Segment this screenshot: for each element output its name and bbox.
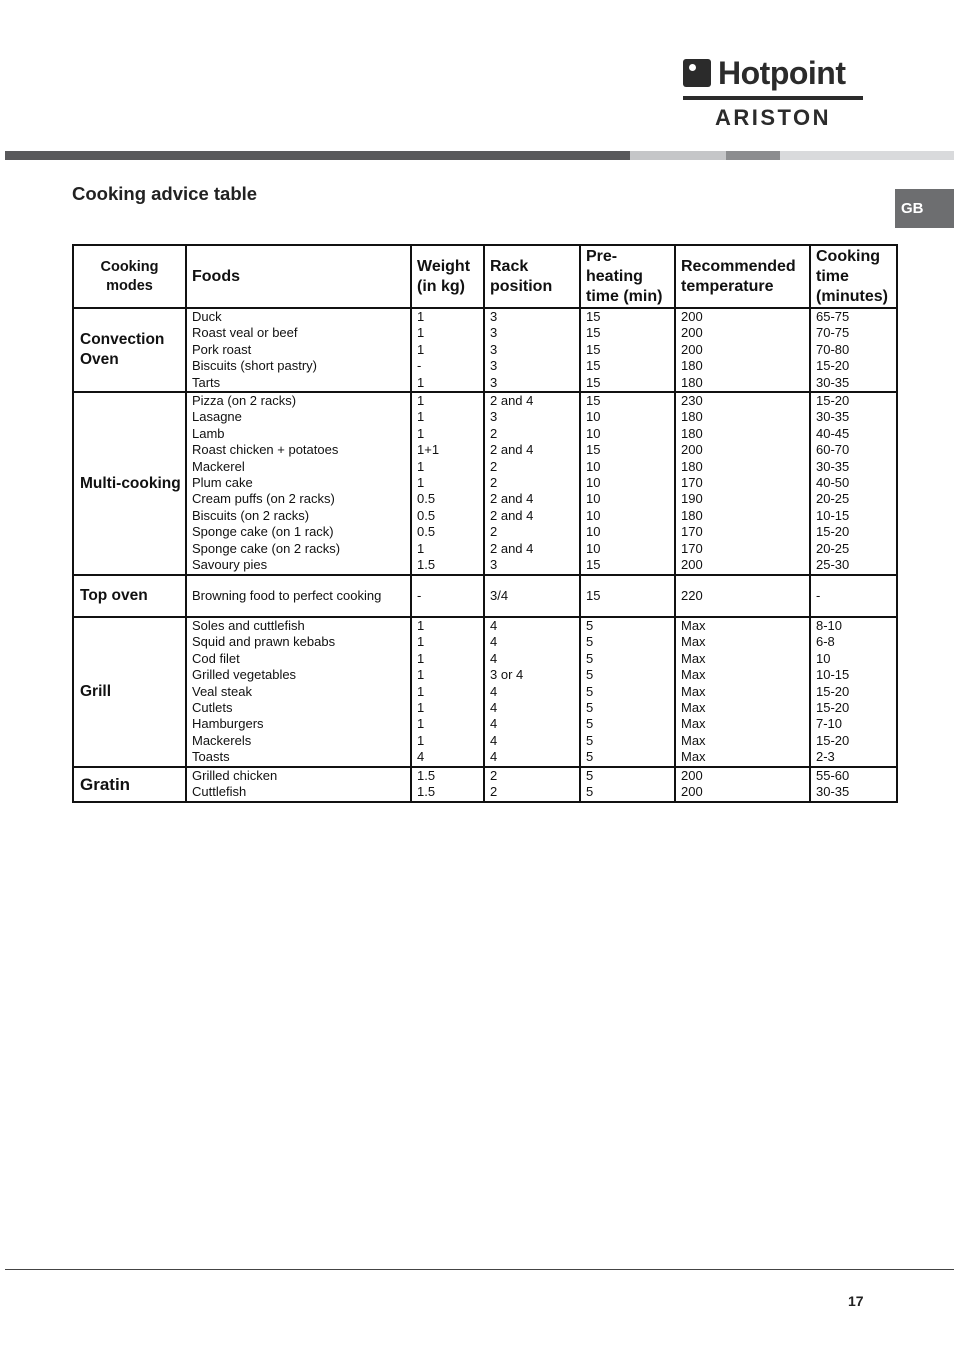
cell-line: 200 xyxy=(681,557,703,573)
mode-grill xyxy=(73,617,186,767)
cooking-advice-table xyxy=(72,244,898,803)
table-row-multi-cooking xyxy=(73,392,897,575)
rack-cell xyxy=(484,308,580,392)
cell-line: 5 xyxy=(586,732,594,748)
cell-line: Max xyxy=(681,667,706,683)
header-line: (minutes) xyxy=(816,287,888,305)
rack-cell xyxy=(484,392,580,575)
cell-line: 5 xyxy=(586,667,594,683)
cell-line: Pork roast xyxy=(192,341,252,357)
table-row-convection-oven xyxy=(73,308,897,392)
cell-line: Toasts xyxy=(192,749,230,765)
cell-line: Roast veal or beef xyxy=(192,325,298,341)
cell-line: 1 xyxy=(417,732,425,748)
cell-line: - xyxy=(816,587,821,603)
cell-line: 15 xyxy=(586,393,601,409)
header-line: Recommended xyxy=(681,257,796,275)
cell-line: Roast chicken + potatoes xyxy=(192,442,339,458)
cell-line: 190 xyxy=(681,491,703,507)
preheat-cell xyxy=(580,575,675,617)
cell-line: Pizza (on 2 racks) xyxy=(192,393,297,409)
brand-subname: ARISTON xyxy=(714,105,832,130)
cell-line: Max xyxy=(681,716,706,732)
cell-line: 15 xyxy=(586,587,601,603)
preheat-cell xyxy=(580,392,675,575)
cell-line: 3 xyxy=(490,341,498,357)
cell-line: 4 xyxy=(490,700,498,716)
cell-line: 2 xyxy=(490,475,498,491)
temperature-cell xyxy=(675,392,810,575)
header-band-segment xyxy=(630,151,726,160)
mode-line: Oven xyxy=(80,351,119,369)
cell-line: 15 xyxy=(586,374,601,390)
cell-line: 2-3 xyxy=(816,749,835,765)
cell-line: 1 xyxy=(417,341,425,357)
cell-line: 1.5 xyxy=(417,768,436,784)
cell-line: 5 xyxy=(586,634,594,650)
header-line: time xyxy=(816,267,849,285)
cell-line: 3/4 xyxy=(490,587,509,603)
cell-line: 180 xyxy=(681,458,703,474)
header-line: position xyxy=(490,277,553,295)
cell-line: 30-35 xyxy=(816,458,850,474)
cell-line: 5 xyxy=(586,768,594,784)
cell-line: 8-10 xyxy=(816,618,843,634)
cell-line: 4 xyxy=(490,618,498,634)
cell-line: 5 xyxy=(586,784,594,800)
header-line: temperature xyxy=(681,277,774,295)
cell-line: Cod filet xyxy=(192,650,240,666)
cell-line: 180 xyxy=(681,374,703,390)
cell-line: 10 xyxy=(586,507,601,523)
cell-line: 5 xyxy=(586,700,594,716)
cell-line: Sponge cake (on 1 rack) xyxy=(192,524,334,540)
brand-mark-icon xyxy=(683,59,711,87)
weight-cell xyxy=(411,575,484,617)
header-recommended-temperature xyxy=(675,245,810,308)
cell-line: 70-75 xyxy=(816,325,850,341)
cell-line: Max xyxy=(681,700,706,716)
mode-multi-cooking xyxy=(73,392,186,575)
cell-line: 20-25 xyxy=(816,540,850,556)
cell-line: 15-20 xyxy=(816,700,850,716)
header-line: modes xyxy=(106,277,153,294)
cell-line: 30-35 xyxy=(816,374,850,390)
temperature-cell xyxy=(675,575,810,617)
header-line: Pre- xyxy=(586,247,618,265)
cell-line: Max xyxy=(681,650,706,666)
table-row-grill xyxy=(73,617,897,767)
header-line: Weight xyxy=(417,257,471,275)
header-rack-position xyxy=(484,245,580,308)
cell-line: 70-80 xyxy=(816,341,850,357)
header-weight xyxy=(411,245,484,308)
cell-line: 1 xyxy=(417,540,425,556)
cell-line: 4 xyxy=(490,683,498,699)
cooking-time-cell xyxy=(810,575,897,617)
mode-line: Convection xyxy=(80,331,165,349)
cell-line: 5 xyxy=(586,749,594,765)
cell-line: 40-50 xyxy=(816,475,850,491)
language-tab: GB xyxy=(895,189,954,228)
cell-line: 2 xyxy=(490,425,498,441)
cell-line: 65-75 xyxy=(816,309,850,324)
cell-line: 170 xyxy=(681,475,703,491)
cell-line: 1 xyxy=(417,683,425,699)
temperature-cell xyxy=(675,767,810,802)
cell-line: 0.5 xyxy=(417,507,436,523)
temperature-cell xyxy=(675,617,810,767)
mode-convection-oven xyxy=(73,308,186,392)
mode-gratin xyxy=(73,767,186,802)
cell-line: 1 xyxy=(417,309,425,324)
preheat-cell xyxy=(580,767,675,802)
cell-line: 1.5 xyxy=(417,557,436,573)
cell-line: Mackerel xyxy=(192,458,245,474)
page-title: Cooking advice table xyxy=(72,183,258,204)
header-cooking-time xyxy=(810,245,897,308)
cell-line: 10 xyxy=(586,458,601,474)
foods-cell xyxy=(186,767,411,802)
cell-line: 3 xyxy=(490,309,498,324)
footer-divider xyxy=(5,1269,954,1270)
mode-line: Multi-cooking xyxy=(80,474,181,492)
cell-line: 180 xyxy=(681,409,703,425)
rack-cell xyxy=(484,575,580,617)
cell-line: 3 xyxy=(490,409,498,425)
cell-line: 10 xyxy=(586,409,601,425)
cell-line: 60-70 xyxy=(816,442,850,458)
cell-line: 1 xyxy=(417,374,425,390)
cell-line: 15 xyxy=(586,358,601,374)
cell-line: 6-8 xyxy=(816,634,835,650)
cell-line: 2 xyxy=(490,784,498,800)
cell-line: 2 and 4 xyxy=(490,540,534,556)
cell-line: 10 xyxy=(586,540,601,556)
cell-line: 2 and 4 xyxy=(490,507,534,523)
cell-line: 10 xyxy=(586,491,601,507)
cell-line: Max xyxy=(681,732,706,748)
cell-line: 15-20 xyxy=(816,358,850,374)
cell-line: 2 xyxy=(490,768,498,784)
mode-line: Gratin xyxy=(80,774,131,794)
cell-line: 15-20 xyxy=(816,524,850,540)
brand-name: Hotpoint xyxy=(718,55,846,91)
cell-line: 5 xyxy=(586,716,594,732)
cell-line: 3 xyxy=(490,557,498,573)
cell-line: 10-15 xyxy=(816,507,850,523)
cell-line: Mackerels xyxy=(192,732,252,748)
cell-line: 10 xyxy=(586,475,601,491)
preheat-cell xyxy=(580,308,675,392)
header-line: (in kg) xyxy=(417,277,465,295)
cell-line: Sponge cake (on 2 racks) xyxy=(192,540,341,556)
cell-line: 15-20 xyxy=(816,732,850,748)
cell-line: Browning food to perfect cooking xyxy=(192,587,382,603)
foods-cell xyxy=(186,617,411,767)
cell-line: 3 xyxy=(490,374,498,390)
cell-line: Grilled vegetables xyxy=(192,667,297,683)
foods-cell xyxy=(186,392,411,575)
mode-top-oven xyxy=(73,575,186,617)
cell-line: Cream puffs (on 2 racks) xyxy=(192,491,335,507)
cell-line: 15 xyxy=(586,325,601,341)
header-line: Rack xyxy=(490,257,529,275)
cell-line: 4 xyxy=(490,749,498,765)
cell-line: 1 xyxy=(417,475,425,491)
cell-line: Max xyxy=(681,683,706,699)
cell-line: 2 xyxy=(490,458,498,474)
temperature-cell xyxy=(675,308,810,392)
mode-line: Grill xyxy=(80,683,112,701)
cell-line: 1 xyxy=(417,618,425,634)
cell-line: 10 xyxy=(586,425,601,441)
cell-line: Max xyxy=(681,749,706,765)
cell-line: 200 xyxy=(681,784,703,800)
weight-cell xyxy=(411,308,484,392)
cell-line: Grilled chicken xyxy=(192,768,278,784)
preheat-cell xyxy=(580,617,675,767)
weight-cell xyxy=(411,767,484,802)
page-number: 17 xyxy=(848,1293,864,1309)
cell-line: 15 xyxy=(586,557,601,573)
cell-line: Plum cake xyxy=(192,475,253,491)
cell-line: 4 xyxy=(490,650,498,666)
cell-line: Cuttlefish xyxy=(192,784,247,800)
cell-line: 10 xyxy=(586,524,601,540)
cell-line: 4 xyxy=(417,749,425,765)
cell-line: 4 xyxy=(490,634,498,650)
cell-line: 200 xyxy=(681,442,703,458)
cell-line: Soles and cuttlefish xyxy=(192,618,305,634)
cell-line: Duck xyxy=(192,309,222,324)
cell-line: 30-35 xyxy=(816,784,850,800)
cell-line: Lasagne xyxy=(192,409,242,425)
header-cooking-modes xyxy=(73,245,186,308)
cooking-time-cell xyxy=(810,308,897,392)
header-band-segment xyxy=(726,151,780,160)
brand-logo xyxy=(683,56,865,130)
rack-cell xyxy=(484,767,580,802)
cell-line: 5 xyxy=(586,683,594,699)
cell-line: 1 xyxy=(417,716,425,732)
cell-line: 1 xyxy=(417,409,425,425)
cell-line: - xyxy=(417,358,422,374)
cell-line: 1 xyxy=(417,393,425,409)
cell-line: 2 and 4 xyxy=(490,442,534,458)
cell-line: 1 xyxy=(417,650,425,666)
table-row-top-oven xyxy=(73,575,897,617)
cell-line: 1 xyxy=(417,700,425,716)
cell-line: 7-10 xyxy=(816,716,843,732)
cell-line: 1 xyxy=(417,325,425,341)
cell-line: Savoury pies xyxy=(192,557,268,573)
cell-line: 40-45 xyxy=(816,425,850,441)
cell-line: 230 xyxy=(681,393,703,409)
cell-line: Tarts xyxy=(192,374,221,390)
cell-line: 2 and 4 xyxy=(490,491,534,507)
table-row-gratin xyxy=(73,767,897,802)
cell-line: 15 xyxy=(586,341,601,357)
header-line: Cooking xyxy=(816,247,880,265)
cell-line: 1.5 xyxy=(417,784,436,800)
cell-line: 0.5 xyxy=(417,524,436,540)
cell-line: 10-15 xyxy=(816,667,850,683)
cell-line: Max xyxy=(681,618,706,634)
cell-line: 15 xyxy=(586,442,601,458)
cell-line: 4 xyxy=(490,732,498,748)
cell-line: 170 xyxy=(681,524,703,540)
cell-line: Veal steak xyxy=(192,683,252,699)
cell-line: 4 xyxy=(490,716,498,732)
foods-cell xyxy=(186,308,411,392)
header-band-segment xyxy=(5,151,630,160)
cell-line: 30-35 xyxy=(816,409,850,425)
header-band-segment xyxy=(780,151,954,160)
cell-line: 15-20 xyxy=(816,683,850,699)
cell-line: 0.5 xyxy=(417,491,436,507)
header-line: heating xyxy=(586,267,643,285)
header-foods: Foods xyxy=(186,245,411,308)
cell-line: 3 or 4 xyxy=(490,667,524,683)
cooking-time-cell xyxy=(810,767,897,802)
cooking-table-container xyxy=(72,244,888,803)
cell-line: 170 xyxy=(681,540,703,556)
cell-line: 200 xyxy=(681,325,703,341)
cell-line: 1 xyxy=(417,458,425,474)
cell-line: - xyxy=(417,587,422,603)
cell-line: Squid and prawn kebabs xyxy=(192,634,336,650)
table-header-row xyxy=(73,245,897,308)
cell-line: 220 xyxy=(681,587,703,603)
cell-line: Biscuits (short pastry) xyxy=(192,358,317,374)
cell-line: 2 xyxy=(490,524,498,540)
cell-line: 25-30 xyxy=(816,557,850,573)
header-line: Cooking xyxy=(100,258,159,275)
cell-line: 5 xyxy=(586,650,594,666)
cell-line: 20-25 xyxy=(816,491,850,507)
cell-line: 3 xyxy=(490,358,498,374)
cell-line: 200 xyxy=(681,341,703,357)
cell-line: 180 xyxy=(681,358,703,374)
brand-divider xyxy=(683,96,863,100)
header-preheating-time xyxy=(580,245,675,308)
cell-line: 200 xyxy=(681,768,703,784)
cell-line: 3 xyxy=(490,325,498,341)
cell-line: 1+1 xyxy=(417,442,440,458)
cell-line: 1 xyxy=(417,634,425,650)
header-line: time (min) xyxy=(586,287,663,305)
cell-line: 55-60 xyxy=(816,768,850,784)
cell-line: Biscuits (on 2 racks) xyxy=(192,507,310,523)
cell-line: Cutlets xyxy=(192,700,233,716)
cell-line: 1 xyxy=(417,667,425,683)
cooking-time-cell xyxy=(810,392,897,575)
cell-line: Max xyxy=(681,634,706,650)
cell-line: 180 xyxy=(681,507,703,523)
cell-line: Lamb xyxy=(192,425,225,441)
cell-line: 1 xyxy=(417,425,425,441)
rack-cell xyxy=(484,617,580,767)
cooking-time-cell xyxy=(810,617,897,767)
cell-line: 15 xyxy=(586,309,601,324)
cell-line: 180 xyxy=(681,425,703,441)
weight-cell xyxy=(411,392,484,575)
weight-cell xyxy=(411,617,484,767)
mode-line: Top oven xyxy=(80,587,148,605)
cell-line: 2 and 4 xyxy=(490,393,534,409)
cell-line: 15-20 xyxy=(816,393,850,409)
cell-line: Hamburgers xyxy=(192,716,264,732)
foods-cell xyxy=(186,575,411,617)
cell-line: 10 xyxy=(816,650,831,666)
cell-line: 200 xyxy=(681,309,703,324)
cell-line: 5 xyxy=(586,618,594,634)
